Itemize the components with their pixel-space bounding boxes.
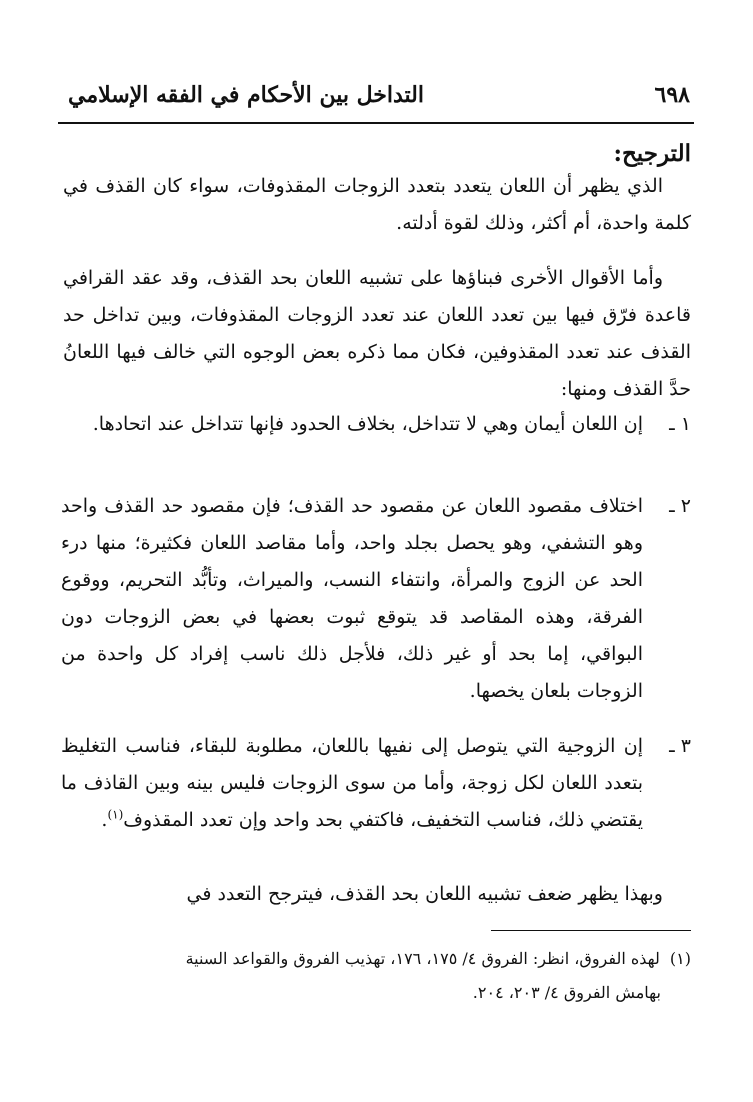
paragraph-1: الذي يظهر أن اللعان يتعدد بتعدد الزوجات المقذوفات، سواء كان القذف في كلمة واحدة، أم أكثر، وذلك لقوة أدلته. [63,175,691,234]
list-item-1 [61,406,691,443]
section-heading: الترجيح: [613,140,691,167]
list-item-number: ١ ـ [669,413,691,435]
page-header [62,78,692,118]
footnote-line-2: بهامش الفروق ٤/ ٢٠٣، ٢٠٤. [472,983,661,1002]
sentence-end: . [101,809,108,831]
list-item-text: اختلاف مقصود اللعان عن مقصود حد القذف؛ فإن مقصود حد القذف واحد وهو التشفي، وهو يحصل بجلد واحد، وأما مقاصد اللعان فكثيرة؛ منها درء الحد عن الزوج والمرأة، وانتفاء النسب، والميراث، وتأبُّد التحريم، ووقوع الفرقة، وهذه المقاصد قد يتوقع ثبوت بعضها في بعض الزوجات دون البواقي، إما بحد أو غير ذلك، فلأجل ذلك ناسب إفراد كل واحدة من الزوجات بلعان يخصها. [61,495,643,702]
closing-paragraph: وبهذا يظهر ضعف تشبيه اللعان بحد القذف، فيترجح التعدد في [186,883,663,905]
footnote-number: (١) [669,949,691,968]
paragraph-2: وأما الأقوال الأخرى فبناؤها على تشبيه اللعان بحد القذف، وقد عقد القرافي قاعدة فرّق فيها بين تعدد اللعان عند تعدد الزوجات المقذوفات، وبين تداخل حد القذف عند تعدد المقذوفين، فكان مما ذكره بعض الوجوه التي خالف فيها اللعانُ حدَّ القذف ومنها: [63,267,691,400]
running-title: التداخل بين الأحكام في الفقه الإسلامي [68,82,424,108]
footnote-reference: (١) [107,807,124,822]
header-rule [58,122,694,124]
list-item-number: ٢ ـ [669,495,691,517]
list-item-text: إن اللعان أيمان وهي لا تتداخل، بخلاف الحدود فإنها تتداخل عند اتحادها. [92,413,643,435]
page-number: ٦٩٨ [654,82,690,108]
list-item-text-body: إن الزوجية التي يتوصل إلى نفيها باللعان، مطلوبة للبقاء، فناسب التغليظ بتعدد اللعان لكل زوجة، وأما من سوى الزوجات فليس بينه وبين القاذف ما يقتضي ذلك، فناسب التخفيف، فاكتفي بحد واحد وإن تعدد المقذوف [61,735,643,831]
footnote-rule [491,930,691,931]
footnote-line-1: لهذه الفروق، انظر: الفروق ٤/ ١٧٥، ١٧٦، تهذيب الفروق والقواعد السنية [185,949,660,968]
list-item-text [61,728,643,839]
list-item-3 [61,728,691,839]
list-item-2 [61,488,691,710]
list-item-number: ٣ ـ [669,735,691,757]
footnote [61,942,691,1010]
